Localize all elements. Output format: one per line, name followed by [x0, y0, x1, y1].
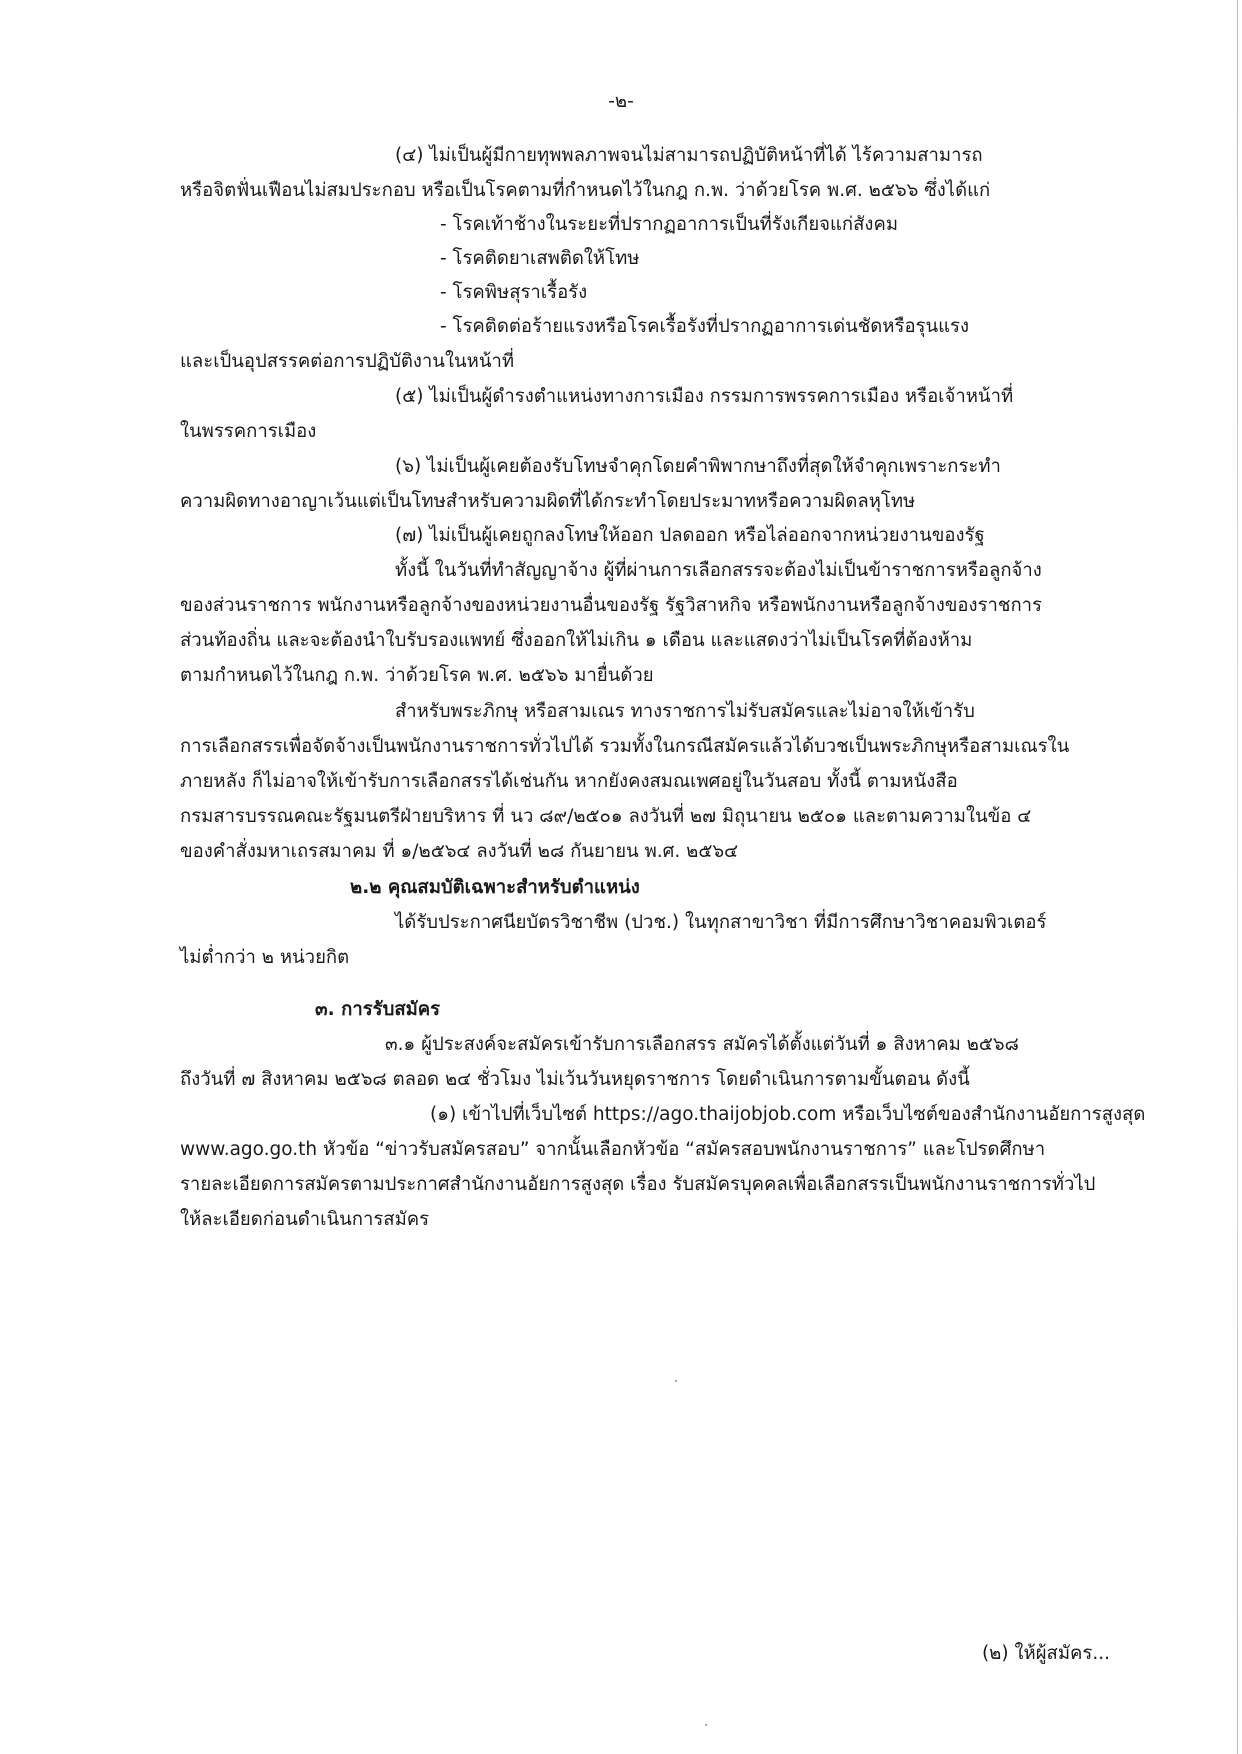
- qualification-line-2: ไม่ต่ำกว่า ๒ หน่วยกิต: [180, 947, 350, 968]
- monk-note-line-5: ของคำสั่งมหาเถรสมาคม ที่ ๑/๒๕๖๔ ลงวันที่ ๒๘ กันยายน พ.ศ. ๒๕๖๔: [180, 841, 739, 862]
- monk-note-line-3: ภายหลัง ก็ไม่อาจให้เข้ารับการเลือกสรรได้เช่นกัน หากยังคงสมณเพศอยู่ในวันสอบ ทั้งนี้ ตามหนังสือ: [180, 771, 958, 792]
- section-3-1-line-1: ๓.๑ ผู้ประสงค์จะสมัครเข้ารับการเลือกสรร สมัครได้ตั้งแต่วันที่ ๑ สิงหาคม ๒๕๖๘: [385, 1034, 1019, 1055]
- qualification-line-1: ได้รับประกาศนียบัตรวิชาชีพ (ปวช.) ในทุกสาขาวิชา ที่มีการศึกษาวิชาคอมพิวเตอร์: [395, 912, 1047, 933]
- step-1-line-1: (๑) เข้าไปที่เว็บไซต์ https://ago.thaijobjob.com หรือเว็บไซต์ของสำนักงานอัยการสูงสุด: [430, 1104, 1146, 1125]
- monk-note-line-2: การเลือกสรรเพื่อจัดจ้างเป็นพนักงานราชการทั่วไปได้ รวมทั้งในกรณีสมัครแล้วได้บวชเป็นพระภิกษุหรือสามเณรใน: [180, 736, 1070, 757]
- step-1-line-2: www.ago.go.th หัวข้อ “ข่าวรับสมัครสอบ” จากนั้นเลือกหัวข้อ “สมัครสอบพนักงานราชการ” และโปรดศึกษา: [180, 1139, 1046, 1160]
- section-3-1-line-2: ถึงวันที่ ๗ สิงหาคม ๒๕๖๘ ตลอด ๒๔ ชั่วโมง ไม่เว้นวันหยุดราชการ โดยดำเนินการตามขั้นตอน ดังนี้: [180, 1069, 970, 1090]
- contract-note-line-3: ส่วนท้องถิ่น และจะต้องนำใบรับรองแพทย์ ซึ่งออกให้ไม่เกิน ๑ เดือน และแสดงว่าไม่เป็นโรคที่ต้องห้าม: [180, 630, 973, 651]
- clause-4-line-2: หรือจิตฟั่นเฟือนไม่สมประกอบ หรือเป็นโรคตามที่กำหนดไว้ในกฎ ก.พ. ว่าด้วยโรค พ.ศ. ๒๕๖๖ ซึ่งได้แก่: [180, 180, 991, 201]
- disease-item-3: - โรคพิษสุราเรื้อรัง: [440, 282, 588, 303]
- scan-speck: [705, 1724, 707, 1726]
- contract-note-line-1: ทั้งนี้ ในวันที่ทำสัญญาจ้าง ผู้ที่ผ่านการเลือกสรรจะต้องไม่เป็นข้าราชการหรือลูกจ้าง: [395, 560, 1042, 581]
- continuation-text: (๒) ให้ผู้สมัคร...: [981, 1643, 1110, 1664]
- clause-6-line-1: (๖) ไม่เป็นผู้เคยต้องรับโทษจำคุกโดยคำพิพากษาถึงที่สุดให้จำคุกเพราะกระทำ: [395, 456, 1001, 477]
- disease-item-2: - โรคติดยาเสพติดให้โทษ: [440, 248, 640, 269]
- clause-4-line-1: (๔) ไม่เป็นผู้มีกายทุพพลภาพจนไม่สามารถปฏิบัติหน้าที่ได้ ไร้ความสามารถ: [395, 145, 983, 166]
- disease-item-4: - โรคติดต่อร้ายแรงหรือโรคเรื้อรังที่ปรากฏอาการเด่นชัดหรือรุนแรง: [440, 316, 970, 337]
- monk-note-line-1: สำหรับพระภิกษุ หรือสามเณร ทางราชการไม่รับสมัครและไม่อาจให้เข้ารับ: [395, 701, 975, 722]
- clause-6-line-2: ความผิดทางอาญาเว้นแต่เป็นโทษสำหรับความผิดที่ได้กระทำโดยประมาทหรือความผิดลหุโทษ: [180, 491, 916, 512]
- section-2-2-heading: ๒.๒ คุณสมบัติเฉพาะสำหรับตำแหน่ง: [350, 877, 640, 898]
- scan-edge-line: [1237, 0, 1238, 1754]
- scan-speck: [675, 1380, 677, 1382]
- contract-note-line-2: ของส่วนราชการ พนักงานหรือลูกจ้างของหน่วยงานอื่นของรัฐ รัฐวิสาหกิจ หรือพนักงานหรือลูกจ้างของราชการ: [180, 595, 1042, 616]
- clause-7-line-1: (๗) ไม่เป็นผู้เคยถูกลงโทษให้ออก ปลดออก หรือไล่ออกจากหน่วยงานของรัฐ: [395, 525, 985, 546]
- clause-5-line-2: ในพรรคการเมือง: [180, 421, 317, 442]
- clause-5-line-1: (๕) ไม่เป็นผู้ดำรงตำแหน่งทางการเมือง กรรมการพรรคการเมือง หรือเจ้าหน้าที่: [395, 386, 1014, 407]
- section-3-heading: ๓. การรับสมัคร: [315, 999, 441, 1020]
- page-number: -๒-: [608, 91, 634, 112]
- contract-note-line-4: ตามกำหนดไว้ในกฎ ก.พ. ว่าด้วยโรค พ.ศ. ๒๕๖๖ มายื่นด้วย: [180, 665, 654, 686]
- disease-item-1: - โรคเท้าช้างในระยะที่ปรากฏอาการเป็นที่รังเกียจแก่สังคม: [440, 214, 899, 235]
- disease-item-4-cont: และเป็นอุปสรรคต่อการปฏิบัติงานในหน้าที่: [180, 351, 515, 372]
- step-1-line-3: รายละเอียดการสมัครตามประกาศสำนักงานอัยการสูงสุด เรื่อง รับสมัครบุคคลเพื่อเลือกสรรเป็นพนักงานราชการทั่วไป: [180, 1174, 1096, 1195]
- step-1-line-4: ให้ละเอียดก่อนดำเนินการสมัคร: [180, 1209, 430, 1230]
- monk-note-line-4: กรมสารบรรณคณะรัฐมนตรีฝ่ายบริหาร ที่ นว ๘๙/๒๕๐๑ ลงวันที่ ๒๗ มิถุนายน ๒๕๐๑ และตามความในข้อ ๔: [180, 806, 1032, 827]
